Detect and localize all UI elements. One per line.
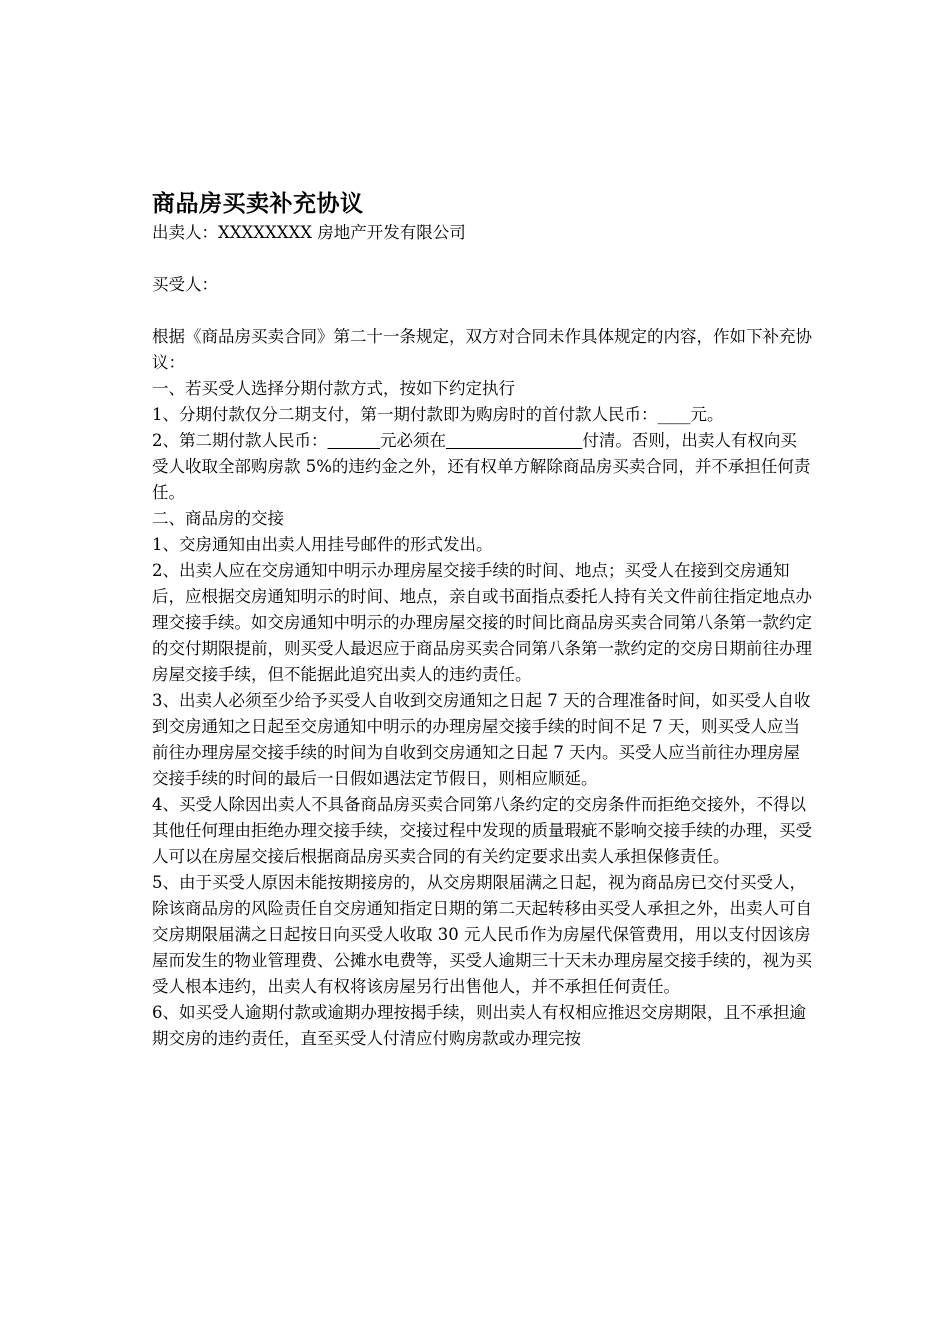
section-2-heading: 二、商品房的交接 xyxy=(152,509,284,528)
intro-paragraph: 根据《商品房买卖合同》第二十一条规定，双方对合同未作具体规定的内容，作如下补充协议： xyxy=(152,327,812,372)
clause-1-2-date-blank xyxy=(446,431,582,450)
clause-2-4: 4、买受人除因出卖人不具备商品房买卖合同第八条约定的交房条件而拒绝交接外，不得以其他任何理由拒绝办理交接手续，交接过程中发现的质量瑕疵不影响交接手续的办理，买受人可以在房屋交接后根据商品房买卖合同的有关约定要求出卖人承担保修责任。 xyxy=(152,795,812,866)
clause-1-1 xyxy=(152,402,812,428)
clause-2-5: 5、由于买受人原因未能按期接房的，从交房期限届满之日起，视为商品房已交付买受人，除该商品房的风险责任自交房通知指定日期的第二天起转移由买受人承担之外，出卖人可自交房期限届满之日起按日向买受人收取 30 元人民币作为房屋代保管费用，用以支付因该房屋而发生的物业管理费、公摊水电费等，买受人逾期三十天未办理房屋交接手续的，视为买受人根本违约，出卖人有权将该房屋另行出售他人，并不承担任何责任。 xyxy=(152,873,812,996)
clause-1-1-prefix: 1、分期付款仅分二期支付，第一期付款即为购房时的首付款人民币： xyxy=(152,405,658,424)
clause-1-2 xyxy=(152,428,812,506)
blank-line xyxy=(152,246,812,272)
clause-2-6: 6、如买受人逾期付款或逾期办理按揭手续，则出卖人有权相应推迟交房期限，且不承担逾期交房的违约责任，直至买受人付清应付购房款或办理完按 xyxy=(152,1003,806,1048)
document-page xyxy=(152,188,812,1052)
clause-2-2: 2、出卖人应在交房通知中明示办理房屋交接手续的时间、地点；买受人在接到交房通知后，应根据交房通知明示的时间、地点，亲自或书面指点委托人持有关文件前往指定地点办理交接手续。如交房通知中明示的办理房屋交接的时间比商品房买卖合同第八条第一款约定的交付期限提前，则买受人最迟应于商品房买卖合同第八条第一款约定的交房日期前往办理房屋交接手续，但不能据此追究出卖人的违约责任。 xyxy=(152,561,812,684)
clause-1-2-amount-blank xyxy=(328,431,380,450)
document-title: 商品房买卖补充协议 xyxy=(152,190,364,217)
clause-1-1-suffix: 元。 xyxy=(690,405,724,424)
blank-line xyxy=(152,298,812,324)
clause-2-3: 3、出卖人必须至少给予买受人自收到交房通知之日起 7 天的合理准备时间，如买受人自收到交房通知之日起至交房通知中明示的办理房屋交接手续的时间不足 7 天，则买受人应当前往办理房屋交接手续的时间为自收到交房通知之日起 7 天内。买受人应当前往办理房屋交接手续的时间的最后一日假如遇法定节假日，则相应顺延。 xyxy=(152,691,811,788)
clause-2-1: 1、交房通知由出卖人用挂号邮件的形式发出。 xyxy=(152,535,493,554)
clause-1-1-blank: ____ xyxy=(657,405,691,424)
buyer-line: 买受人： xyxy=(152,275,218,294)
clause-1-2-suffix: 付清。否则，出卖人有权向买受人收取全部购房款 5%的违约金之外，还有权单方解除商品房买卖合同，并不承担任何责任。 xyxy=(152,431,811,502)
section-1-heading: 一、若买受人选择分期付款方式，按如下约定执行 xyxy=(152,379,515,398)
seller-line: 出卖人：XXXXXXXX 房地产开发有限公司 xyxy=(152,223,466,242)
clause-1-2-middle: 元必须在 xyxy=(379,431,446,450)
clause-1-2-prefix: 2、第二期付款人民币： xyxy=(152,431,328,450)
